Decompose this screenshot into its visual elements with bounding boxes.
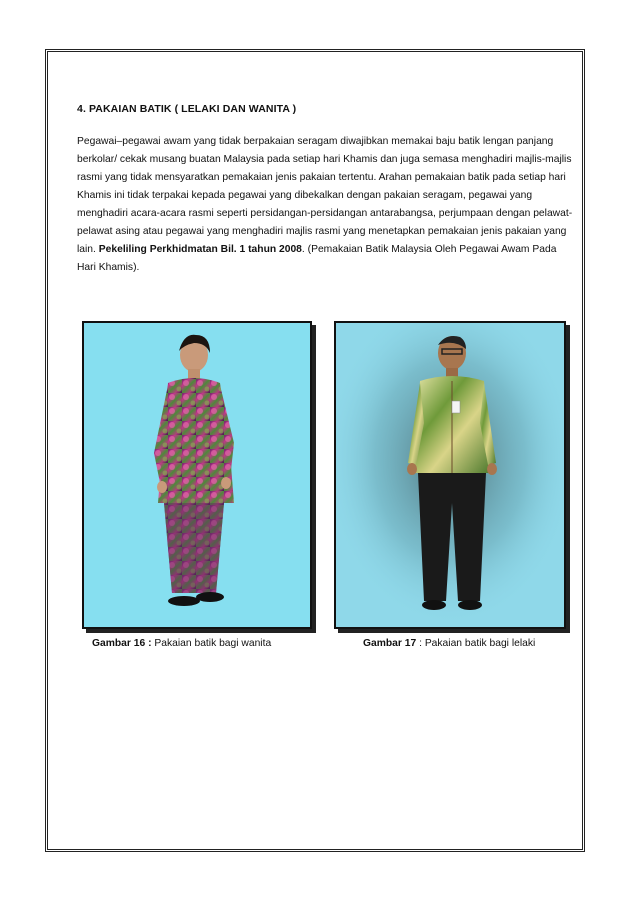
photo-batik-man: [334, 321, 566, 629]
circular-reference: Pekeliling Perkhidmatan Bil. 1 tahun 2008: [98, 244, 302, 255]
caption-figure-17-text: : Pakaian batik bagi lelaki: [416, 638, 536, 649]
section-paragraph: [77, 133, 573, 277]
caption-figure-17: [363, 638, 535, 649]
paragraph-body: Pegawai–pegawai awam yang tidak berpakaian seragam diwajibkan memakai baju batik lengan panjang berkolar/ cekak musang buatan Malaysia pada setiap hari Khamis dan juga semasa menghadiri majlis-majlis rasmi yang tidak mensyaratkan pemakaian jenis pakaian tertentu. Arahan pemakaian batik pada setiap hari Khamis ini tidak terpakai kepada pegawai yang dibekalkan dengan pakaian seragam, pegawai yang menghadiri acara-acara rasmi seperti persidangan-persidangan antarabangsa, perjumpaan dengan pelawat-pelawat asing atau pegawai yang menghadiri majlis rasmi yang menetapkan pemakaian jenis pakaian yang lain.: [77, 136, 573, 255]
caption-figure-17-label: Gambar 17: [363, 638, 417, 649]
photo-batik-woman: [82, 321, 312, 629]
circular-reference-title: . (Pemakaian Batik Malaysia Oleh Pegawai Awam Pada Hari Khamis).: [77, 244, 557, 273]
section-heading: 4. PAKAIAN BATIK ( LELAKI DAN WANITA ): [77, 103, 297, 115]
caption-figure-16-text: Pakaian batik bagi wanita: [151, 638, 272, 649]
caption-figure-16: [92, 638, 271, 649]
caption-figure-16-label: Gambar 16 :: [92, 638, 152, 649]
